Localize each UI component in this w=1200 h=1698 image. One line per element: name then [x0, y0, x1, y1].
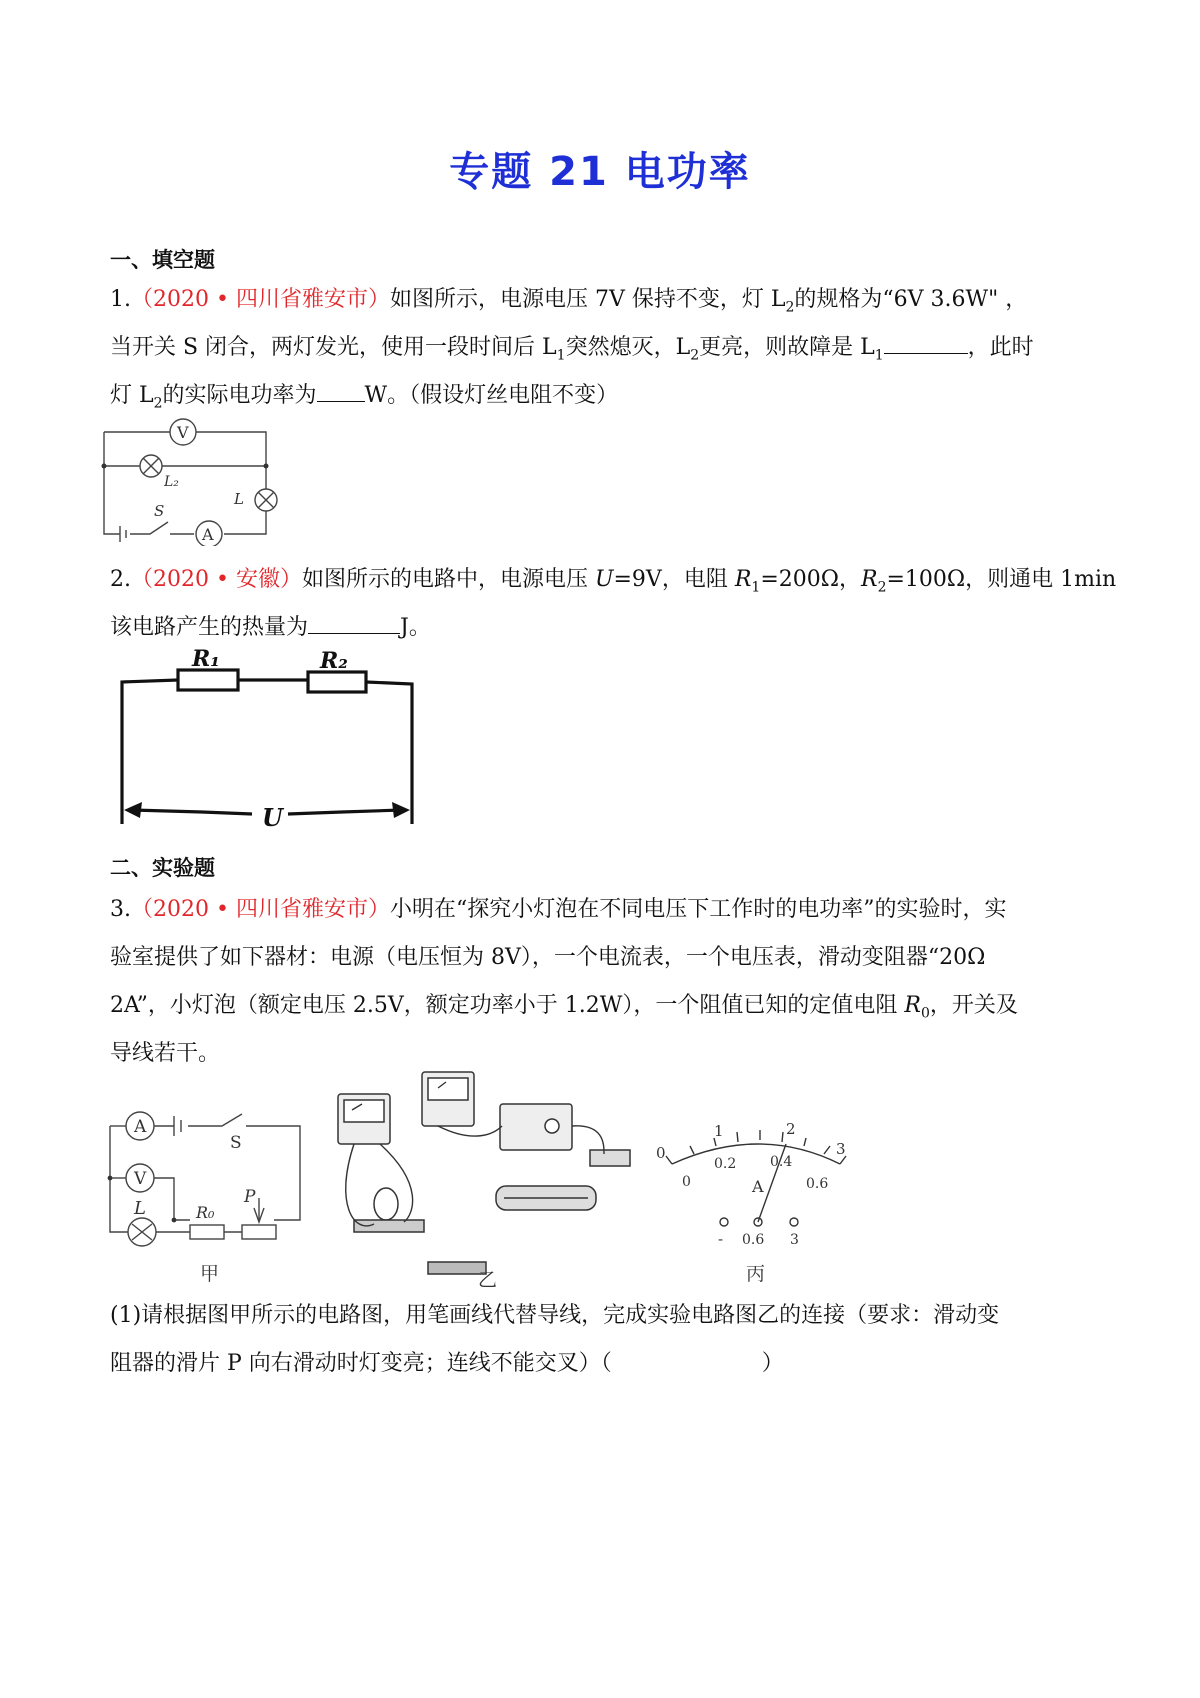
question-text: ，此时	[967, 335, 1034, 360]
r1-label: R₁	[192, 646, 220, 672]
question-text: 灯 L	[110, 383, 154, 408]
question-text: ）	[761, 1351, 784, 1376]
ammeter-label: A	[202, 525, 214, 544]
question-text: 更亮，则故障是 L	[699, 335, 875, 360]
scale-top-1: 1	[714, 1122, 724, 1140]
question-text: W。（假设灯丝电阻不变）	[364, 383, 619, 408]
figure-label-bing: 丙	[746, 1263, 766, 1285]
meter-unit-label: A	[752, 1177, 764, 1196]
question-3	[110, 886, 1100, 1078]
switch-label: S	[230, 1133, 242, 1153]
scale-top-3: 3	[836, 1140, 846, 1158]
question-text: 如图所示，电源电压 7V 保持不变，灯 L	[389, 287, 786, 312]
question-text: =100Ω，则通电 1min	[886, 567, 1117, 592]
section-heading-fill-in: 一、填空题	[110, 248, 215, 272]
variable-r2: R	[860, 567, 878, 592]
question-text: 小明在“探究小灯泡在不同电压下工作时的电功率”的实验时，实	[389, 897, 1007, 922]
switch-label: S	[154, 502, 165, 520]
question-number: 3.	[110, 897, 131, 922]
scale-bottom-04: 0.4	[770, 1154, 793, 1170]
ammeter-scale-bing	[648, 1104, 868, 1290]
scale-bottom-0: 0	[682, 1174, 691, 1190]
terminal-negative: -	[718, 1230, 724, 1248]
subscript: 2	[785, 299, 795, 316]
question-text: 当开关 S 闭合，两灯发光，使用一段时间后 L	[110, 335, 557, 360]
question-text: 导线若干。	[110, 1041, 221, 1066]
question-number: 2.	[110, 567, 131, 592]
scale-top-2: 2	[786, 1120, 796, 1138]
variable-r0: R	[904, 993, 921, 1018]
voltmeter-label: V	[177, 423, 189, 442]
question-text: J。	[400, 615, 431, 640]
answer-blank[interactable]	[884, 331, 968, 354]
question-text: 该电路产生的热量为	[110, 615, 309, 640]
lamp-l1-label: L	[234, 490, 244, 508]
scale-top-0: 0	[656, 1144, 666, 1162]
circuit-diagram-q2	[112, 644, 422, 834]
circuit-diagram-q1	[100, 418, 290, 546]
subscript: 1	[874, 347, 884, 364]
question-text: 阻器的滑片 P 向右滑动时灯变亮；连线不能交叉）（	[110, 1351, 612, 1376]
question-source: （2020 • 四川省雅安市）	[131, 897, 390, 922]
answer-blank[interactable]	[317, 379, 365, 402]
question-text: 的规格为“6V 3.6W" ，	[794, 287, 1028, 312]
scale-bottom-02: 0.2	[714, 1156, 737, 1172]
section-heading-experiment: 二、实验题	[110, 856, 215, 880]
question-3-part-1	[110, 1292, 1100, 1388]
question-1	[110, 276, 1100, 420]
circuit-diagram-jia	[104, 1098, 324, 1288]
u-label: U	[262, 803, 283, 832]
question-text: 验室提供了如下器材：电源（电压恒为 8V），一个电流表，一个电压表，滑动变阻器“20Ω	[110, 945, 986, 970]
voltmeter-label: V	[134, 1169, 147, 1189]
subscript: 2	[877, 579, 887, 596]
figure-label-yi: 乙	[478, 1269, 498, 1290]
lamp-label: L	[134, 1198, 146, 1219]
question-source: （2020 • 安徽）	[131, 567, 302, 592]
question-number: 1.	[110, 287, 131, 312]
apparatus-diagram-yi	[334, 1064, 634, 1290]
subscript: 1	[556, 347, 566, 364]
question-text: 的实际电功率为	[162, 383, 317, 408]
question-2	[110, 556, 1117, 652]
slider-p-label: P	[244, 1187, 256, 1207]
subscript: 2	[690, 347, 700, 364]
subscript: 2	[153, 395, 163, 412]
variable-r1: R	[734, 567, 752, 592]
r2-label: R₂	[320, 648, 348, 674]
subscript: 0	[920, 1005, 930, 1022]
terminal-06: 0.6	[742, 1232, 765, 1248]
scale-bottom-06: 0.6	[806, 1176, 829, 1192]
page-title: 专题 21 电功率	[449, 149, 751, 195]
question-text: =9V，电阻	[613, 567, 735, 592]
ammeter-label: A	[134, 1117, 147, 1137]
lamp-l2-label: L₂	[164, 474, 179, 490]
answer-blank[interactable]	[308, 611, 400, 634]
question-text: (1)请根据图甲所示的电路图，用笔画线代替导线，完成实验电路图乙的连接（要求：滑动变	[110, 1303, 1000, 1328]
question-text: ，开关及	[929, 993, 1018, 1018]
terminal-3: 3	[790, 1232, 799, 1248]
question-source: （2020 • 四川省雅安市）	[131, 287, 390, 312]
subscript: 1	[751, 579, 761, 596]
question-text: 2A”，小灯泡（额定电压 2.5V，额定功率小于 1.2W），一个阻值已知的定值电阻	[110, 993, 905, 1018]
question-text: 如图所示的电路中，电源电压	[301, 567, 595, 592]
figure-label-jia: 甲	[200, 1263, 220, 1285]
r0-label: R₀	[196, 1203, 215, 1222]
question-text: =200Ω，	[760, 567, 861, 592]
variable-u: U	[594, 567, 614, 592]
question-text: 突然熄灭，L	[565, 335, 691, 360]
